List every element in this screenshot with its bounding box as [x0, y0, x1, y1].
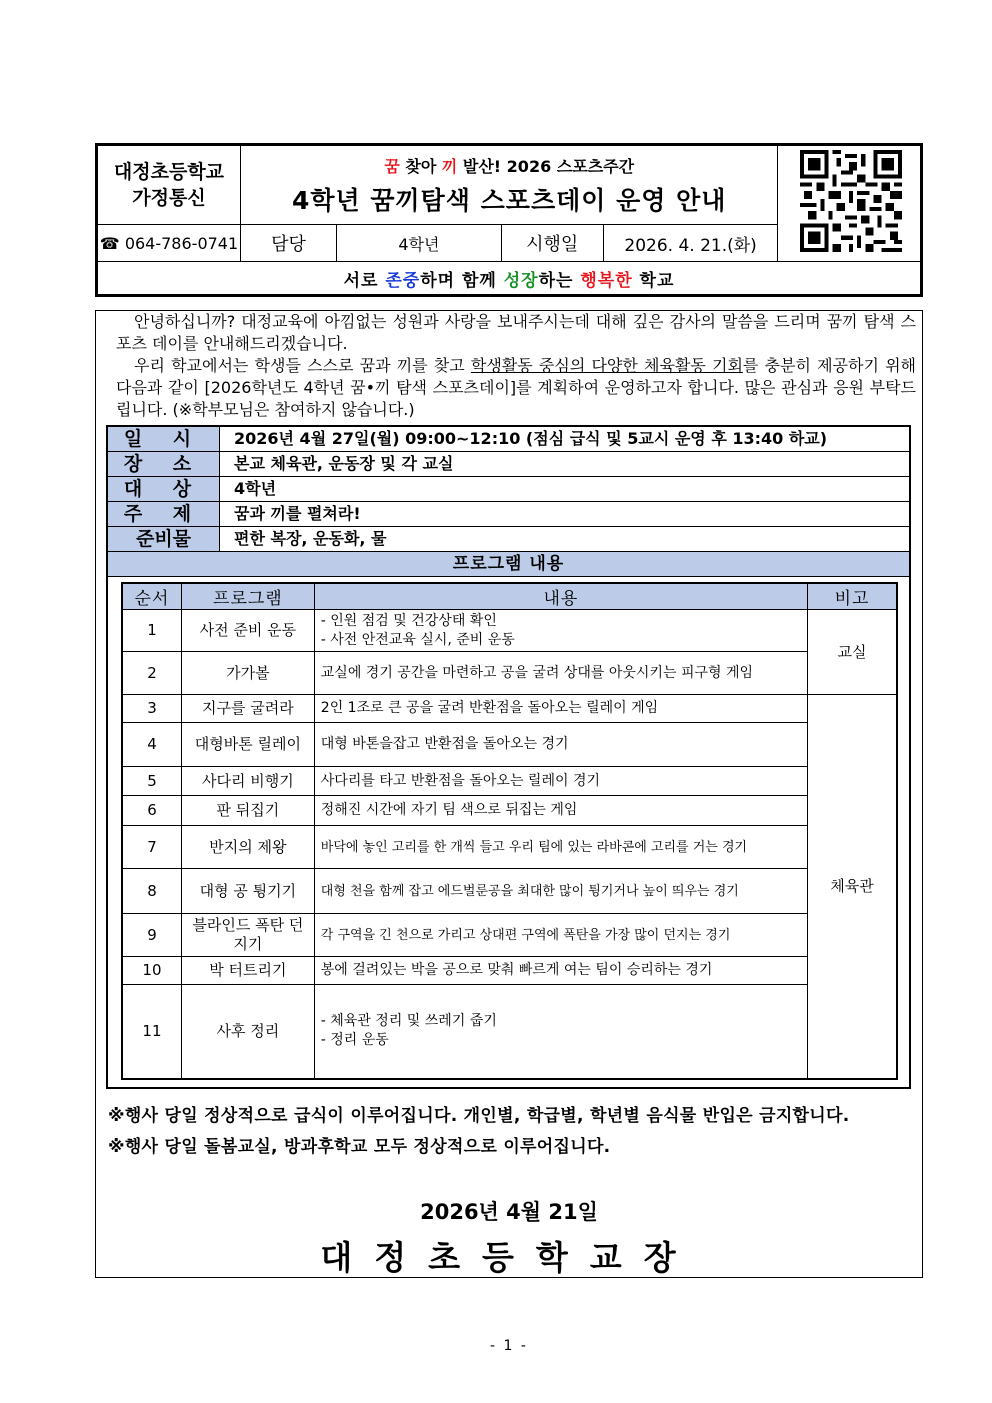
doc-type: 가정통신: [132, 187, 206, 209]
intro-paragraph-1: 안녕하십니까? 대정교육에 아낌없는 성원과 사랑을 보내주시는데 대해 깊은 감사의 말씀을 드리며 꿈끼 탐색 스포츠 데이를 안내해드리겠습니다.: [116, 312, 916, 353]
table-row: 4 대형바톤 릴레이 대형 바톤을잡고 반환점을 돌아오는 경기: [122, 723, 897, 767]
principal-signature: 대정초등학교장: [320, 1238, 698, 1277]
program-section-title: 프로그램 내용: [108, 552, 909, 577]
program-header-row: [122, 583, 897, 610]
school-motto: 서로 존중하며 함께 성장하는 행복한 학교: [98, 262, 921, 295]
issue-date-footer: 2026년 4월 21일: [420, 1200, 598, 1224]
info-label: 준비물: [108, 527, 220, 551]
issue-date-label: 시행일: [501, 225, 603, 262]
table-row: 5 사다리 비행기 사다리를 타고 반환점을 돌아오는 릴레이 경기: [122, 767, 897, 796]
header-box: [95, 143, 923, 297]
note-care: ※행사 당일 돌봄교실, 방과후학교 모두 정상적으로 이루어집니다.: [108, 1137, 611, 1157]
table-row: 8 대형 공 튕기기 대형 천을 함께 잡고 에드벌룬공을 최대한 많이 튕기거나 높이 띄우는 경기: [122, 869, 897, 914]
table-row: 6 판 뒤집기 정해진 시간에 자기 팀 색으로 뒤집는 게임: [122, 796, 897, 826]
school-cell: [98, 146, 241, 225]
table-row: 1 사전 준비 운동 - 인원 점검 및 건강상태 확인 - 사전 안전교육 실시, 준비 운동 교실: [122, 610, 897, 652]
info-value: 본교 체육관, 운동장 및 각 교실: [234, 454, 454, 473]
remark-classroom: 교실: [808, 610, 897, 695]
title-cell: [240, 146, 777, 225]
subtitle: 꿈 찾아 끼 발산! 2026 스포츠주간: [384, 156, 635, 176]
table-row: 2 가가볼 교실에 경기 공간을 마련하고 공을 굴려 상대를 아웃시키는 피구형 게임: [122, 652, 897, 695]
info-row-supplies: [108, 527, 909, 552]
info-row-datetime: [108, 427, 909, 452]
in-charge-label: 담당: [240, 225, 336, 262]
info-value: 편한 복장, 운동화, 물: [234, 529, 387, 548]
info-label: 장 소: [108, 452, 220, 476]
note-meal: ※행사 당일 정상적으로 급식이 이루어집니다. 개인별, 학급별, 학년별 음식물 반입은 금지합니다.: [108, 1106, 850, 1126]
phone-number: ☎ 064-786-0741: [98, 225, 241, 262]
info-row-target: [108, 477, 909, 502]
intro-paragraph-2: 우리 학교에서는 학생들 스스로 꿈과 끼를 찾고 학생활동 중심의 다양한 체육활동 기회를 충분히 제공하기 위해 다음과 같이 [2026학년도 4학년 꿈•끼 탐색 스포츠데이]를 계획하여 운영하고자 합니다. 많은 관심과 응원 부탁드립니다. (※학부모님은 참여하지 않습니다.): [116, 356, 916, 419]
col-program: 프로그램: [181, 583, 314, 610]
info-label: 일 시: [108, 427, 220, 451]
table-row: 10 박 터트리기 봉에 걸려있는 박을 공으로 맞춰 빠르게 여는 팀이 승리하는 경기: [122, 957, 897, 985]
table-row: 9 블라인드 폭탄 던지기 각 구역을 긴 천으로 가리고 상대편 구역에 폭탄을 가장 많이 던지는 경기: [122, 914, 897, 957]
info-row-place: [108, 452, 909, 477]
info-value: 4학년: [234, 479, 277, 498]
program-table: [121, 582, 898, 1080]
table-row: 11 사후 정리 - 체육관 정리 및 쓰레기 줍기 - 정리 운동: [122, 985, 897, 1079]
school-name: 대정초등학교: [113, 161, 225, 183]
info-label: 주 제: [108, 502, 220, 526]
page-title: 4학년 꿈끼탐색 스포츠데이 운영 안내: [291, 185, 727, 215]
info-value: 2026년 4월 27일(월) 09:00~12:10 (점심 급식 및 5교시 운영 후 13:40 하교): [234, 429, 828, 448]
remark-gym: 체육관: [808, 695, 897, 1079]
in-charge-value: 4학년: [337, 225, 501, 262]
qr-code-icon: [800, 150, 902, 252]
info-row-theme: [108, 502, 909, 527]
col-remark: 비고: [808, 583, 897, 610]
info-value: 꿈과 끼를 펼쳐라!: [234, 504, 361, 523]
event-info-table: [106, 425, 911, 1089]
intro-text: [116, 311, 916, 421]
table-row: 7 반지의 제왕 바닥에 놓인 고리를 한 개씩 들고 우리 팀에 있는 라바콘에 고리를 거는 경기: [122, 826, 897, 869]
table-row: 3 지구를 굴려라 2인 1조로 큰 공을 굴려 반환점을 돌아오는 릴레이 게임 체육관: [122, 695, 897, 723]
col-order: 순서: [122, 583, 181, 610]
page-number: - 1 -: [490, 1338, 528, 1354]
info-label: 대 상: [108, 477, 220, 501]
col-content: 내용: [314, 583, 807, 610]
issue-date: 2026. 4. 21.(화): [603, 225, 778, 262]
